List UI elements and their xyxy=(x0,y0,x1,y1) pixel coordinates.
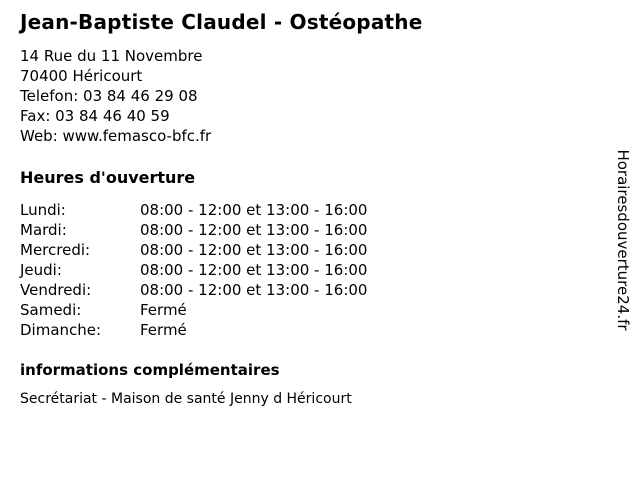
hours-table xyxy=(20,200,580,340)
hours-row-thursday xyxy=(20,260,580,280)
main-content xyxy=(20,10,580,409)
hours-row-tuesday xyxy=(20,220,580,240)
day-times: 08:00 - 12:00 et 13:00 - 16:00 xyxy=(140,241,368,259)
fax-line: Fax: 03 84 46 40 59 xyxy=(20,107,170,125)
day-times: 08:00 - 12:00 et 13:00 - 16:00 xyxy=(140,281,368,299)
hours-row-saturday xyxy=(20,300,580,320)
day-times: 08:00 - 12:00 et 13:00 - 16:00 xyxy=(140,221,368,239)
address-street: 14 Rue du 11 Novembre xyxy=(20,47,203,65)
day-times: Fermé xyxy=(140,321,187,339)
contact-block xyxy=(20,46,580,146)
day-label: Vendredi: xyxy=(20,281,92,299)
hours-row-monday xyxy=(20,200,580,220)
hours-row-wednesday xyxy=(20,240,580,260)
hours-row-friday xyxy=(20,280,580,300)
day-label: Jeudi: xyxy=(20,261,62,279)
day-label: Dimanche: xyxy=(20,321,102,339)
day-label: Mercredi: xyxy=(20,241,91,259)
day-label: Samedi: xyxy=(20,301,82,319)
address-city: 70400 Héricourt xyxy=(20,67,143,85)
day-times: 08:00 - 12:00 et 13:00 - 16:00 xyxy=(140,201,368,219)
additional-info-text: Secrétariat - Maison de santé Jenny d Héricourt xyxy=(20,391,352,407)
hours-row-sunday xyxy=(20,320,580,340)
page-title: Jean-Baptiste Claudel - Ostéopathe xyxy=(20,10,423,34)
website-line: Web: www.femasco-bfc.fr xyxy=(20,127,212,145)
day-label: Mardi: xyxy=(20,221,67,239)
additional-info-heading: informations complémentaires xyxy=(20,361,280,379)
site-watermark: Horairesdouverture24.fr xyxy=(614,149,632,331)
day-times: Fermé xyxy=(140,301,187,319)
hours-section-heading: Heures d'ouverture xyxy=(20,168,196,187)
day-times: 08:00 - 12:00 et 13:00 - 16:00 xyxy=(140,261,368,279)
day-label: Lundi: xyxy=(20,201,66,219)
phone-line: Telefon: 03 84 46 29 08 xyxy=(20,87,198,105)
